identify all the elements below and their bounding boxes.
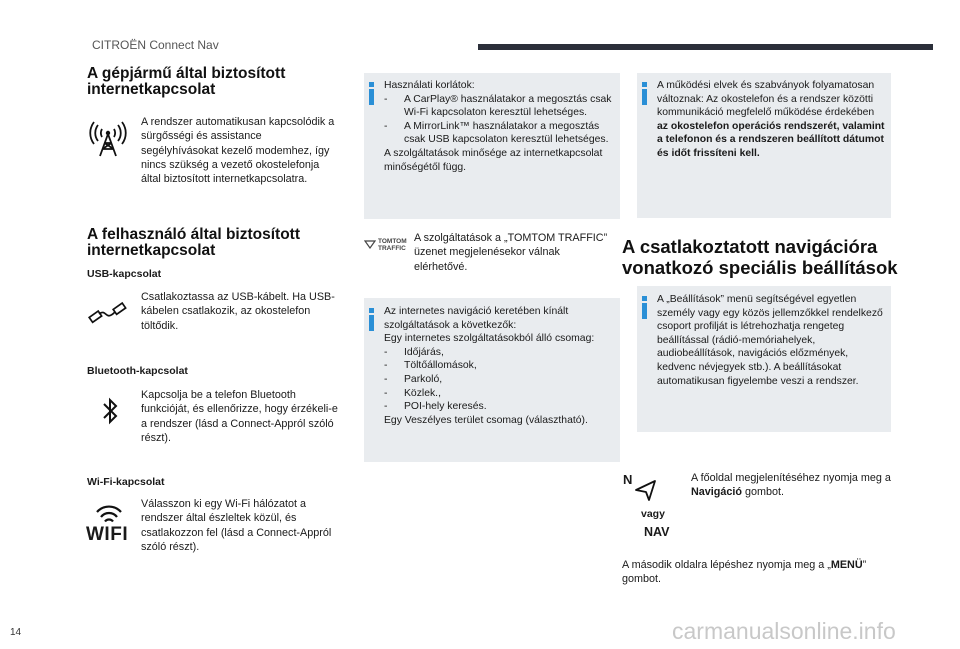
info-icon — [642, 296, 647, 319]
tomtom-logo-line: TRAFFIC — [378, 245, 406, 252]
menu-text-bold: MENÜ — [830, 559, 863, 571]
nav-text-part: A főoldal megjelenítéséhez nyomja meg a — [691, 472, 891, 484]
tomtom-text: A szolgáltatások a „TOMTOM TRAFFIC” üzenet megjelenésekor válnak elérhetővé. — [414, 232, 608, 273]
list-bullet: - — [384, 346, 388, 358]
nav-icon-or: vagy — [641, 508, 665, 520]
standards-text: A működési elvek és szabványok folyamatosan változnak: Az okostelefon és a rendszer közötti kommunikáció megfelelő működése érdekében — [657, 80, 875, 119]
list-item-text: Töltőállomások, — [404, 360, 477, 372]
watermark: carmanualsonline.info — [672, 618, 896, 644]
list-bullet: - — [384, 401, 388, 413]
section-title-line: A gépjármű által biztosított — [87, 65, 286, 82]
list-item — [384, 387, 616, 401]
usage-limits-box — [364, 73, 620, 219]
page-number: 14 — [10, 627, 22, 638]
menu-text-part: ” gombot. — [622, 559, 867, 586]
info-icon — [642, 82, 647, 105]
nav-text-part: gombot. — [742, 486, 785, 499]
usage-limits-heading: Használati korlátok: — [384, 80, 475, 91]
usb-cable-icon — [87, 298, 129, 328]
info-icon — [369, 308, 374, 331]
menu-text-part: A második oldalra lépéshez nyomja meg a „ — [622, 559, 831, 571]
services-line: Egy internetes szolgáltatásokból álló csomag: — [384, 333, 595, 345]
list-item — [384, 120, 614, 147]
list-item-text: Közlek., — [404, 387, 441, 399]
nav-button-label: NAV — [644, 525, 670, 539]
tomtom-hand-icon — [364, 239, 376, 249]
section-title-vehicle-internet — [87, 66, 347, 98]
info-icon — [369, 82, 374, 105]
nav-title-line: vonatkozó speciális beállítások — [622, 257, 898, 278]
standards-box — [637, 73, 891, 218]
nav-text — [691, 471, 891, 500]
bluetooth-text: Kapcsolja be a telefon Bluetooth funkcióját, és ellenőrizze, hogy érzékeli-e a rendszer (lásd a Connect-Appról szóló részt). — [141, 389, 338, 444]
nav-icon-letter: N — [623, 472, 633, 487]
usb-title: USB-kapcsolat — [87, 268, 162, 280]
antenna-text: A rendszer automatikusan kapcsolódik a sürgősségi és assistance segélyhívásokat kezelő modemhez, így nincs szükség a vezető okostelefonja által biztosított internetkapcsolatra. — [141, 116, 335, 186]
menu-text — [622, 558, 882, 587]
list-item — [384, 373, 616, 387]
usage-limits-footer: A szolgáltatások minősége az internetkapcsolat minőségétől függ. — [384, 147, 603, 173]
wifi-text: Válasszon ki egy Wi-Fi hálózatot a rendszer által észleltek közül, és csatlakozzon fel (lásd a Connect-Appról szóló részt). — [141, 498, 332, 553]
list-item — [384, 346, 616, 360]
section-title-line: A felhasználó által biztosított — [87, 226, 300, 243]
nav-settings-title — [622, 236, 912, 278]
tomtom-logo-line: TOMTOM — [378, 238, 407, 245]
list-bullet: - — [384, 387, 388, 399]
list-item — [384, 93, 614, 120]
services-box — [364, 298, 620, 462]
list-item-text: A CarPlay® használatakor a megosztás csak Wi-Fi kapcsolaton keresztül lehetséges. — [404, 93, 612, 119]
services-footer: Egy Veszélyes terület csomag (választható). — [384, 414, 588, 426]
list-item — [384, 359, 616, 373]
section-title-user-internet — [87, 227, 347, 259]
usb-text: Csatlakoztassa az USB-kábelt. Ha USB-kábelen csatlakozik, az okostelefon töltődik. — [141, 291, 335, 332]
antenna-icon — [88, 118, 128, 158]
services-heading: Az internetes navigáció keretében kínált szolgáltatások a következők: — [384, 306, 569, 331]
list-item-text: Időjárás, — [404, 346, 444, 358]
list-bullet: - — [384, 120, 388, 132]
bluetooth-icon — [101, 396, 119, 426]
list-bullet: - — [384, 93, 388, 105]
standards-text-bold: az okostelefon operációs rendszerét, valamint a telefonon és a rendszeren beállított dátumot és időt frissíteni kell. — [657, 120, 885, 159]
section-title-line: internetkapcsolat — [87, 242, 216, 259]
list-item-text: Parkoló, — [404, 373, 443, 385]
wifi-icon-label: WIFI — [86, 524, 129, 545]
list-bullet: - — [384, 360, 388, 372]
bluetooth-title: Bluetooth-kapcsolat — [87, 365, 188, 377]
nav-title-line: A csatlakoztatott navigációra — [622, 236, 878, 257]
list-bullet: - — [384, 373, 388, 385]
navigation-arrow-icon — [633, 478, 659, 502]
wifi-title: Wi-Fi-kapcsolat — [87, 476, 165, 488]
list-item — [384, 400, 616, 414]
nav-text-bold: Navigáció — [691, 486, 743, 499]
profiles-text: A „Beállítások” menü segítségével egyetlen személy vagy egy közös jellemzőkkel rendelkező csoport profilját is létrehozhatja rengeteg beállítással (rádió-memóriahelyek, audiobeállítások, navigációs előzmények, kedvenc névjegyek stb.). A beállításokat automatikusan figyelembe veszi a rendszer. — [657, 294, 883, 387]
list-item-text: POI-hely keresés. — [404, 401, 487, 413]
section-title-line: internetkapcsolat — [87, 81, 216, 98]
profiles-box — [637, 286, 891, 432]
header-title: CITROËN Connect Nav — [92, 38, 219, 52]
list-item-text: A MirrorLink™ használatakor a megosztás csak USB kapcsolaton keresztül lehetséges. — [404, 120, 609, 146]
header-bar — [478, 44, 933, 50]
